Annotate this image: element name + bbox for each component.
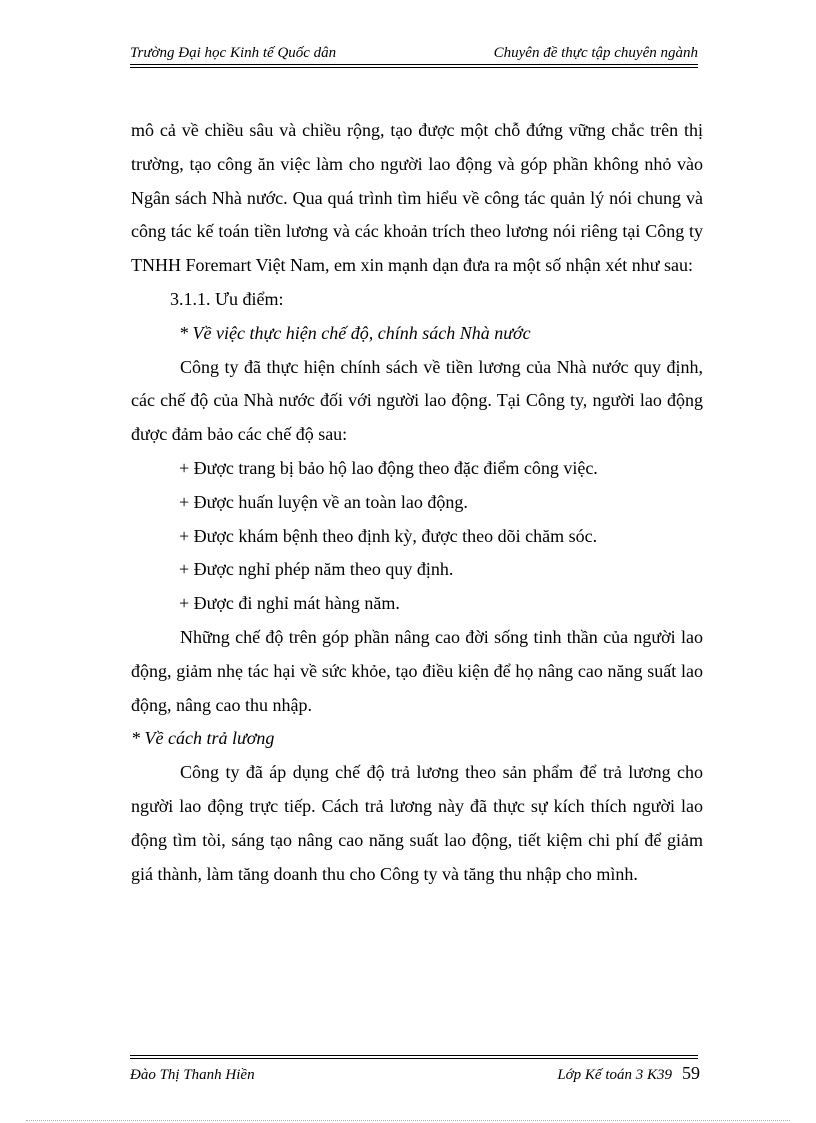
- paragraph-salary: Công ty đã áp dụng chế độ trả lương theo sản phẩm để trả lương cho người lao động trực tiếp. Cách trả lương này đã thực sự kích thích người lao động tìm tòi, sáng tạo nâng cao năng suất lao động, tiết kiệm chi phí để giảm giá thành, làm tăng doanh thu cho Công ty và tăng thu nhập cho mình.: [131, 762, 703, 884]
- paragraph-benefits: Những chế độ trên góp phần nâng cao đời sống tinh thần của người lao động, giảm nhẹ tác hại về sức khỏe, tạo điều kiện để họ nâng cao năng suất lao động, nâng cao thu nhập.: [131, 626, 703, 715]
- list-item: + Được đi nghỉ mát hàng năm.: [179, 593, 400, 614]
- subheading-salary: * Về cách trả lương: [131, 728, 275, 749]
- paragraph-intro: mô cả về chiều sâu và chiều rộng, tạo được một chỗ đứng vững chắc trên thị trường, tạo công ăn việc làm cho người lao động và góp phần không nhỏ vào Ngân sách Nhà nước. Qua quá trình tìm hiểu về công tác quản lý nói chung và công tác kế toán tiền lương và các khoản trích theo lương nói riêng tại Công ty TNHH Foremart Việt Nam, em xin mạnh dạn đưa ra một số nhận xét như sau:: [131, 120, 703, 276]
- list-item: + Được trang bị bảo hộ lao động theo đặc điểm công việc.: [179, 457, 598, 478]
- footer-class: Lớp Kế toán 3 K39: [557, 1067, 672, 1083]
- page-footer: [130, 1063, 700, 1084]
- page-header: [130, 38, 698, 62]
- header-report-title: Chuyên đề thực tập chuyên ngành: [493, 45, 698, 61]
- footer-divider: [130, 1055, 698, 1056]
- list-item: + Được huấn luyện về an toàn lao động.: [179, 491, 468, 512]
- section-heading: 3.1.1. Ưu điểm:: [170, 288, 284, 309]
- footer-author: Đào Thị Thanh Hiền: [130, 1067, 255, 1083]
- header-divider: [130, 64, 698, 65]
- list-item: + Được nghỉ phép năm theo quy định.: [179, 559, 454, 580]
- page-body: [131, 114, 703, 891]
- paragraph-policy: Công ty đã thực hiện chính sách về tiền lương của Nhà nước quy định, các chế độ của Nhà nước đối với người lao động. Tại Công ty, người lao động được đảm bảo các chế độ sau:: [131, 356, 703, 445]
- list-item: + Được khám bệnh theo định kỳ, được theo dõi chăm sóc.: [179, 525, 598, 546]
- header-university: Trường Đại học Kinh tế Quốc dân: [130, 45, 337, 61]
- page-edge: [26, 1120, 790, 1121]
- page-number: 59: [682, 1063, 700, 1083]
- footer-right: [557, 1063, 700, 1084]
- subheading-policy: * Về việc thực hiện chế độ, chính sách Nhà nước: [179, 322, 531, 343]
- header-divider-thin: [130, 67, 698, 68]
- footer-divider-thin: [130, 1058, 698, 1059]
